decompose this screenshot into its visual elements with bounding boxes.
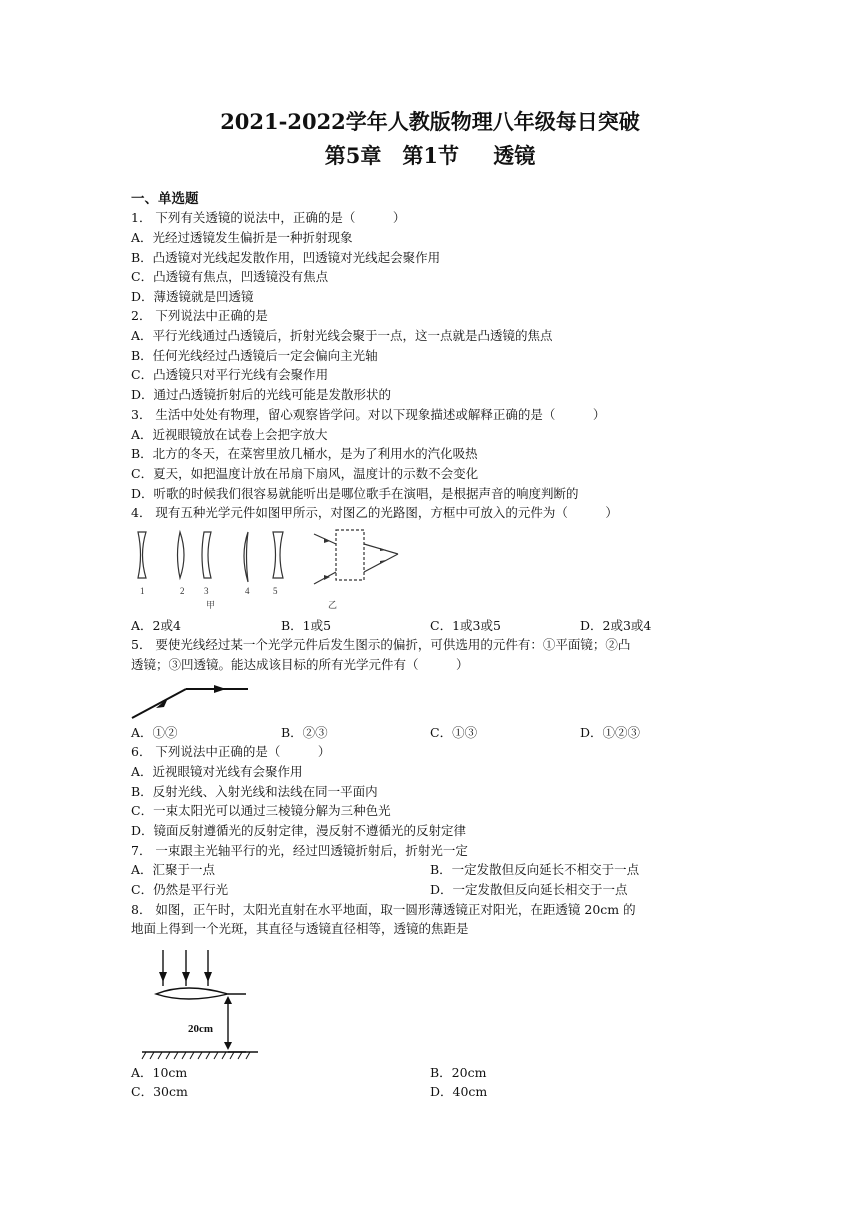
q2-option-a: A．平行光线通过凸透镜后，折射光线会聚于一点，这一点就是凸透镜的焦点 [131, 328, 553, 343]
q2-stem: 2． 下列说法中正确的是 [131, 308, 268, 323]
element-4-lens [244, 532, 248, 582]
q3-stem: 3． 生活中处处有物理，留心观察皆学问。对以下现象描述或解释正确的是（ ） [131, 407, 606, 422]
q5-option-d: D．①②③ [580, 725, 641, 740]
element-2-convex-lens [178, 532, 185, 578]
q5-option-a: A．①② [131, 725, 178, 740]
q4-option-b: B．1或5 [281, 618, 332, 633]
q8-option-d: D．40cm [430, 1084, 488, 1099]
lens-focal-figure [128, 942, 263, 1062]
distance-label: 20cm [188, 1023, 214, 1035]
fig-label-1: 1 [140, 586, 145, 596]
q8-stem: 8． 如图，正午时，太阳光直射在水平地面，取一圆形薄透镜正对阳光，在距透镜 20cm 的 [131, 902, 636, 917]
q3-option-c: C．夏天，如把温度计放在吊扇下扇风，温度计的示数不会变化 [131, 466, 479, 481]
element-1-concave-lens [138, 532, 146, 578]
q4-stem: 4． 现有五种光学元件如图甲所示，对图乙的光路图，方框中可放入的元件为（ ） [131, 505, 618, 520]
q1-stem: 1． 下列有关透镜的说法中，正确的是（ ） [131, 210, 406, 225]
q2-option-b: B．任何光线经过凸透镜后一定会偏向主光轴 [131, 348, 378, 363]
fig-label-2: 2 [180, 586, 185, 596]
q8-stem-continued: 地面上得到一个光斑，其直径与透镜直径相等，透镜的焦距是 [131, 921, 469, 936]
q4-option-d: D．2或3或4 [580, 618, 652, 633]
fig-label-5: 5 [273, 586, 278, 596]
q7-option-d: D．一定发散但反向延长相交于一点 [430, 882, 628, 897]
q4-option-a: A．2或4 [131, 618, 181, 633]
fig-caption-yi: 乙 [328, 600, 338, 610]
q7-option-c: C．仍然是平行光 [131, 882, 229, 897]
q7-option-b: B．一定发散但反向延长不相交于一点 [430, 862, 640, 877]
q8-option-a: A．10cm [131, 1065, 188, 1080]
q7-stem: 7． 一束跟主光轴平行的光，经过凹透镜折射后，折射光一定 [131, 843, 468, 858]
q8-option-b: B．20cm [430, 1065, 487, 1080]
q1-option-c: C．凸透镜有焦点，凹透镜没有焦点 [131, 269, 329, 284]
q6-option-a: A．近视眼镜对光线有会聚作用 [131, 764, 303, 779]
q1-option-b: B．凸透镜对光线起发散作用，凹透镜对光线起会聚作用 [131, 250, 441, 265]
q5-option-c: C．①③ [430, 725, 478, 740]
q1-option-a: A．光经过透镜发生偏折是一种折射现象 [131, 230, 353, 245]
fig-label-4: 4 [245, 586, 250, 596]
q3-option-b: B．北方的冬天，在菜窖里放几桶水，是为了利用水的汽化吸热 [131, 446, 478, 461]
q8-option-c: C．30cm [131, 1084, 188, 1099]
q5-stem-continued: 透镜；③凹透镜。能达成该目标的所有光学元件有（ ） [131, 657, 469, 672]
q7-option-a: A．汇聚于一点 [131, 862, 216, 877]
fig-caption-jia: 甲 [206, 600, 216, 610]
q6-option-d: D．镜面反射遵循光的反射定律，漫反射不遵循光的反射定律 [131, 823, 467, 838]
light-deflection-figure [128, 678, 258, 724]
q2-option-c: C．凸透镜只对平行光线有会聚作用 [131, 367, 329, 382]
document-subtitle: 第5章 第1节 透镜 [324, 143, 536, 168]
document-title: 2021-2022学年人教版物理八年级每日突破 [220, 109, 640, 134]
section-heading: 一、单选题 [131, 191, 199, 207]
q4-option-c: C．1或3或5 [430, 618, 501, 633]
element-5-concave-lens [273, 532, 283, 578]
q3-option-d: D．听歌的时候我们很容易就能听出是哪位歌手在演唱，是根据声音的响度判断的 [131, 486, 579, 501]
q5-stem: 5． 要使光线经过某一个光学元件后发生图示的偏折，可供选用的元件有：①平面镜；②凸 [131, 637, 631, 652]
fig-label-3: 3 [204, 586, 209, 596]
q6-option-c: C．一束太阳光可以通过三棱镜分解为三种色光 [131, 803, 391, 818]
q1-option-d: D．薄透镜就是凹透镜 [131, 289, 254, 304]
q5-option-b: B．②③ [281, 725, 328, 740]
q2-option-d: D．通过凸透镜折射后的光线可能是发散形状的 [131, 387, 392, 402]
q3-option-a: A．近视眼镜放在试卷上会把字放大 [131, 427, 328, 442]
q6-stem: 6． 下列说法中正确的是（ ） [131, 744, 331, 759]
element-3-meniscus-lens [202, 532, 211, 578]
dashed-box [336, 530, 364, 580]
optical-elements-figure [128, 522, 418, 614]
q6-option-b: B．反射光线、入射光线和法线在同一平面内 [131, 784, 378, 799]
